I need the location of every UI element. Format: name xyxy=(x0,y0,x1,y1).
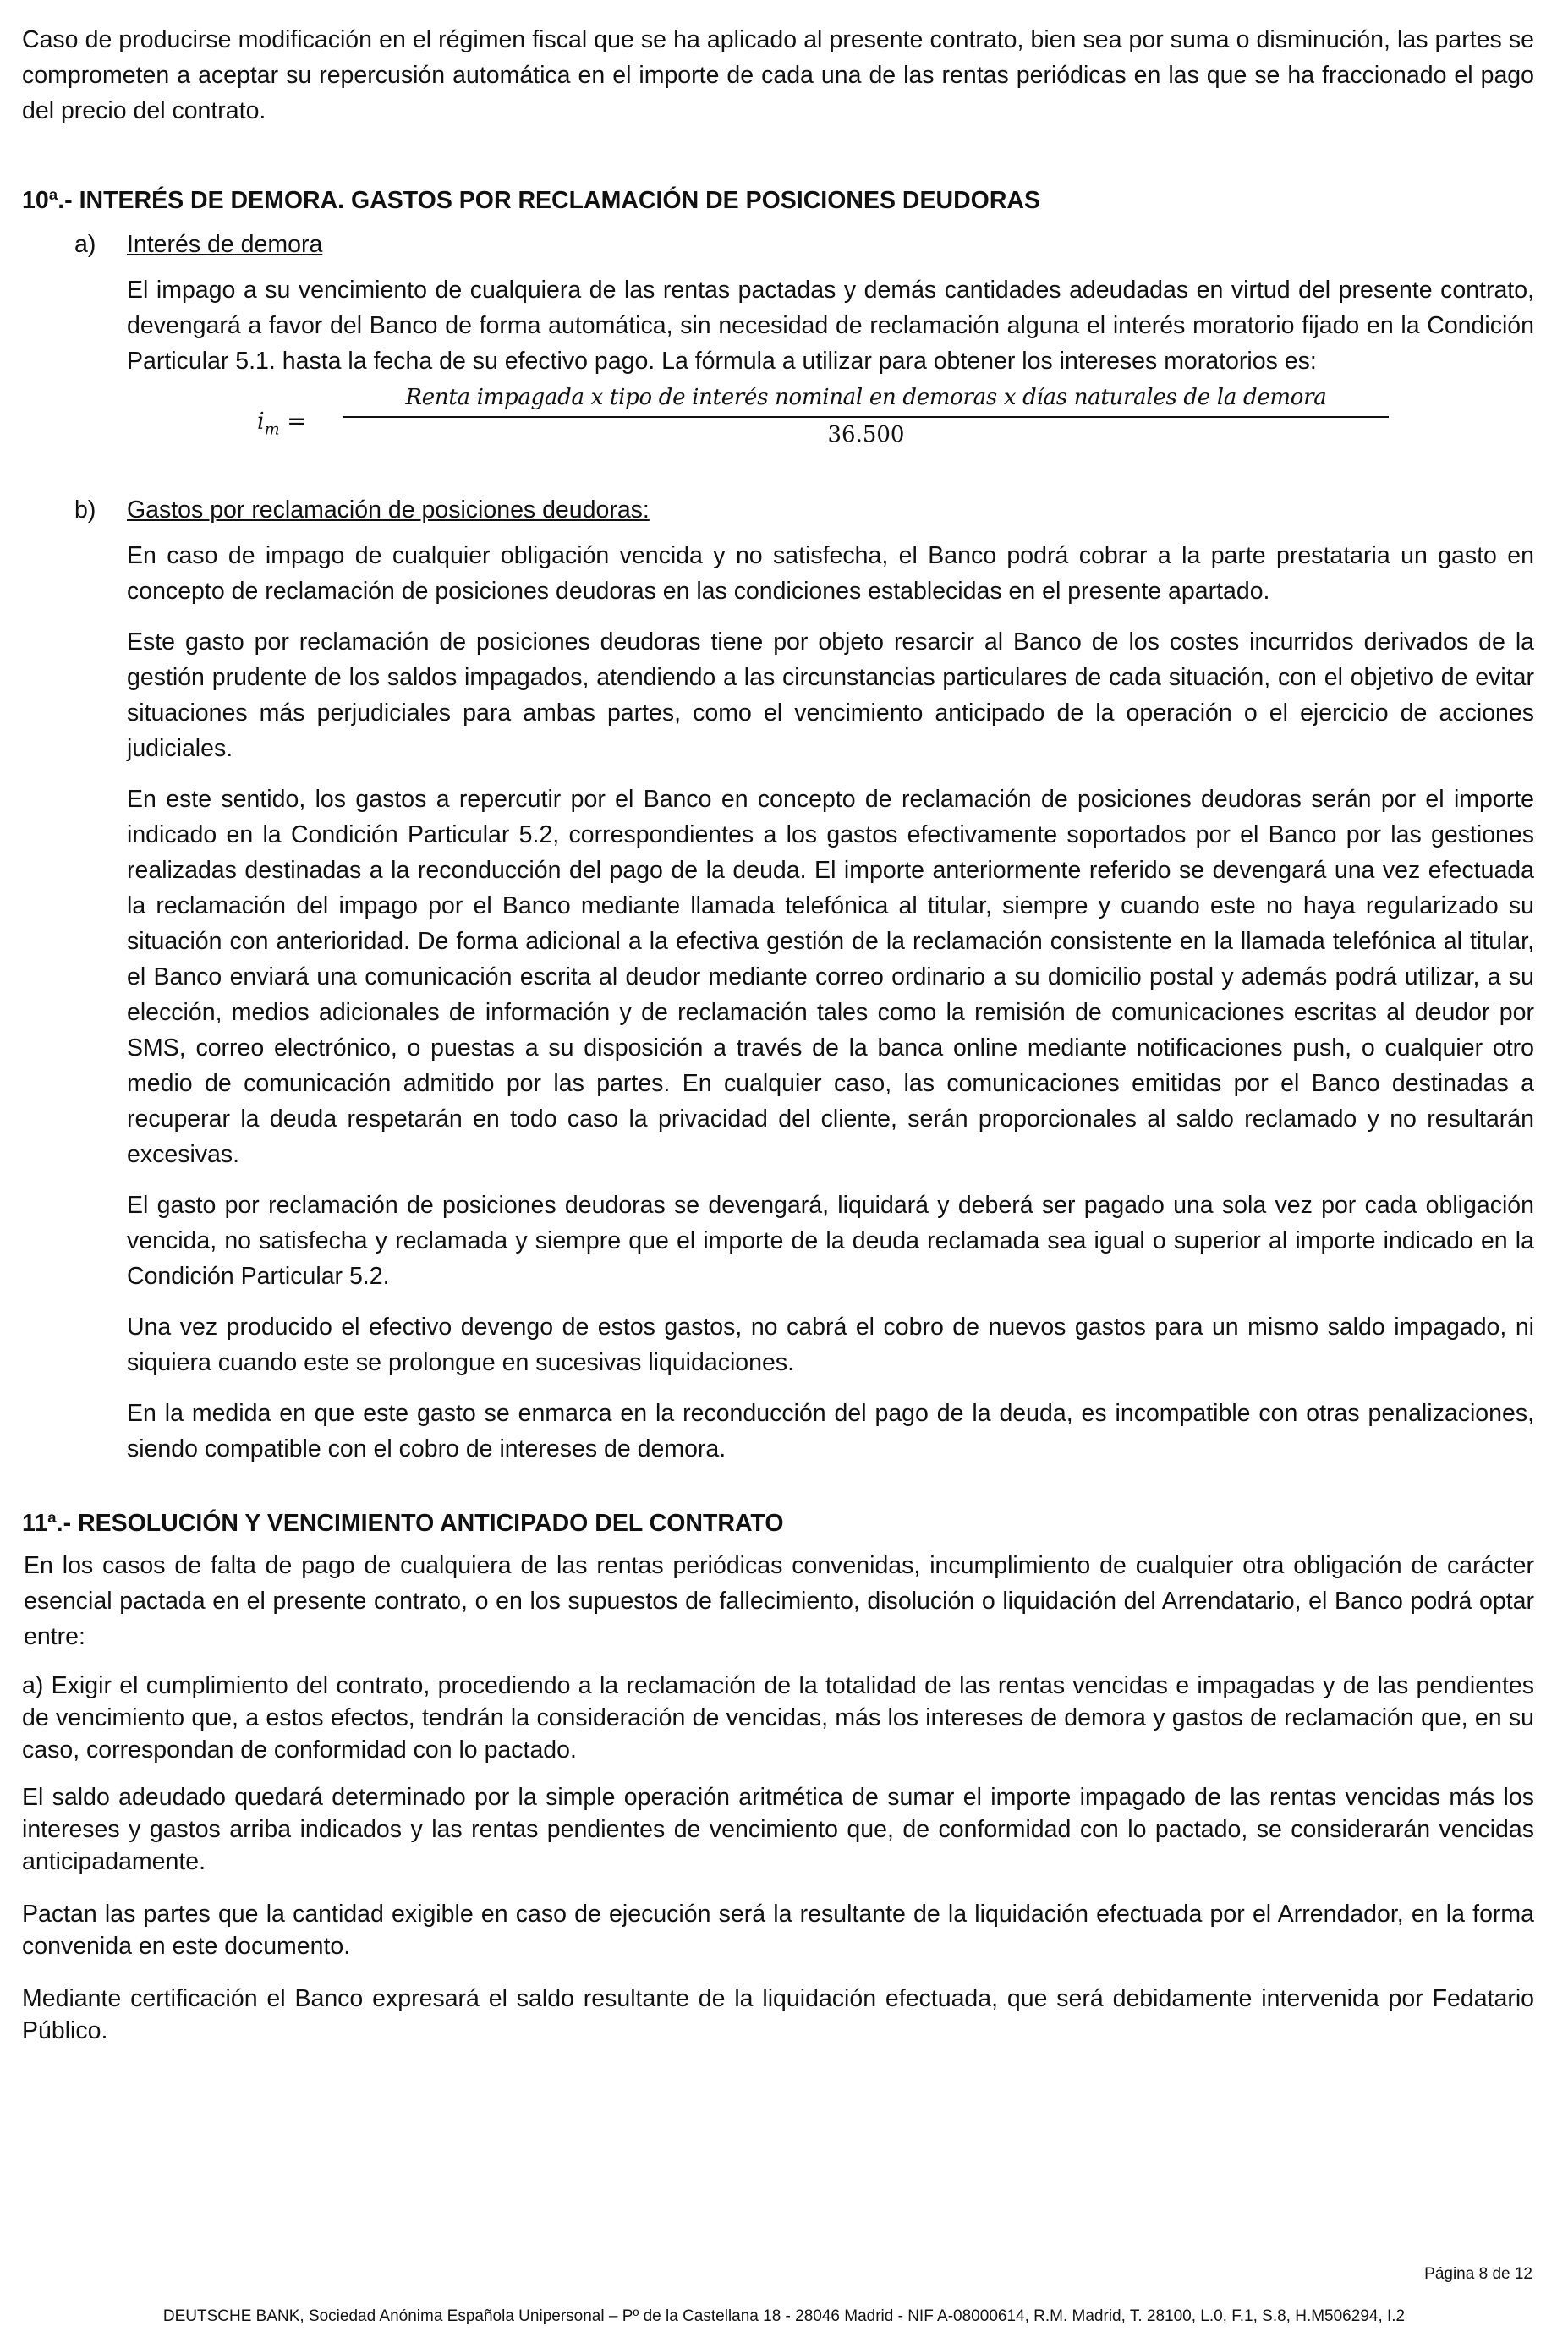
paragraph: Pactan las partes que la cantidad exigible en caso de ejecución será la resultante de la liquidación efectuada por el Arrendador, en la forma convenida en este documento. xyxy=(22,1901,1534,1960)
subsection-b-letter: b) xyxy=(74,496,96,524)
paragraph: En la medida en que este gasto se enmarca en la reconducción del pago de la deuda, es incompatible con otras penalizaciones, siendo compatible con el cobro de intereses de demora. xyxy=(127,1400,1534,1462)
paragraph: a) Exigir el cumplimiento del contrato, procediendo a la reclamación de la totalidad de las rentas vencidas e impagadas y de las pendientes de vencimiento que, a estos efectos, tendrán la consideración de vencidas, más los intereses de demora y gastos de reclamación que, en su caso, correspondan de conformidad con lo pactado. xyxy=(22,1672,1534,1764)
formula-numerator: Renta impagada x tipo de interés nominal en demoras x días naturales de la demora xyxy=(343,382,1389,418)
paragraph: En caso de impago de cualquier obligación vencida y no satisfecha, el Banco podrá cobrar a la parte prestataria un gasto en concepto de reclamación de posiciones deudoras en las condiciones establecidas en el presente apartado. xyxy=(127,542,1534,605)
page-number: Página 8 de 12 xyxy=(1424,2265,1532,2283)
paragraph: Mediante certificación el Banco expresará el saldo resultante de la liquidación efectuada, que será debidamente intervenida por Fedatario Público. xyxy=(22,1985,1534,2044)
formula-lhs: $i_m$ = xyxy=(257,409,306,439)
subsection-b-title: Gastos por reclamación de posiciones deudoras: xyxy=(127,496,650,524)
intro-paragraph: Caso de producirse modificación en el régimen fiscal que se ha aplicado al presente contrato, bien sea por suma o disminución, las partes se comprometen a aceptar su repercusión automática en el importe de cada una de las rentas periódicas en las que se ha fraccionado el pago del precio del contrato. xyxy=(22,26,1534,124)
subsection-a-heading xyxy=(74,227,1534,262)
paragraph: Este gasto por reclamación de posiciones deudoras tiene por objeto resarcir al Banco de los costes incurridos derivados de la gestión prudente de los saldos impagados, atendiendo a las circunstancias particulares de cada situación, con el objetivo de evitar situaciones más perjudiciales para ambas partes, como el vencimiento anticipado de la operación o el ejercicio de acciones judiciales. xyxy=(127,628,1534,762)
paragraph: En este sentido, los gastos a repercutir por el Banco en concepto de reclamación de posiciones deudoras serán por el importe indicado en la Condición Particular 5.2, correspondientes a los gastos efectivamente soportados por el Banco por las gestiones realizadas destinadas a la reconducción del pago de la deuda. El importe anteriormente referido se devengará una vez efectuada la reclamación del impago por el Banco mediante llamada telefónica al titular, siempre y cuando este no haya regularizado su situación con anterioridad. De forma adicional a la efectiva gestión de la reclamación consistente en la llamada telefónica al titular, el Banco enviará una comunicación escrita al deudor mediante correo ordinario a su domicilio postal y además podrá utilizar, a su elección, medios adicionales de información y de reclamación tales como la remisión de comunicaciones escritas al deudor por SMS, correo electrónico, o puestas a su disposición a través de la banca online mediante notificaciones push, o cualquier otro medio de comunicación admitido por las partes. En cualquier caso, las comunicaciones emitidas por el Banco destinadas a recuperar la deuda respetarán en todo caso la privacidad del cliente, serán proporcionales al saldo reclamado y no resultarán excesivas. xyxy=(127,786,1534,1168)
document-page xyxy=(22,22,1534,2062)
subsection-a-title: Interés de demora xyxy=(127,231,323,258)
paragraph: El saldo adeudado quedará determinado por la simple operación aritmética de sumar el importe impagado de las rentas vencidas más los intereses y gastos arriba indicados y las rentas pendientes de vencimiento que, de conformidad con lo pactado, se considerarán vencidas anticipadamente. xyxy=(22,1784,1534,1875)
formula-denominator: 36.500 xyxy=(827,422,905,447)
paragraph: El gasto por reclamación de posiciones deudoras se devengará, liquidará y deberá ser pagado una sola vez por cada obligación vencida, no satisfecha y reclamada y siempre que el importe de la deuda reclamada sea igual o superior al importe indicado en la Condición Particular 5.2. xyxy=(127,1192,1534,1290)
paragraph: En los casos de falta de pago de cualquiera de las rentas periódicas convenidas, incumplimiento de cualquier otra obligación de carácter esencial pactada en el presente contrato, o en los supuestos de fallecimiento, disolución o liquidación del Arrendatario, el Banco podrá optar entre: xyxy=(24,1552,1534,1650)
company-footer: DEUTSCHE BANK, Sociedad Anónima Española Unipersonal – Pº de la Castellana 18 - 28046 Madrid - NIF A-08000614, R.M. Madrid, T. 28100, L.0, F.1, S.8, H.M506294, I.2 xyxy=(162,2307,1406,2325)
subsection-a-text: El impago a su vencimiento de cualquiera de las rentas pactadas y demás cantidades adeudadas en virtud del presente contrato, devengará a favor del Banco de forma automática, sin necesidad de reclamación alguna el interés moratorio fijado en la Condición Particular 5.1. hasta la fecha de su efectivo pago. La fórmula a utilizar para obtener los intereses moratorios es: xyxy=(127,277,1534,375)
interest-formula xyxy=(22,382,1534,458)
section-10-heading: 10ª.- INTERÉS DE DEMORA. GASTOS POR RECLAMACIÓN DE POSICIONES DEUDORAS xyxy=(22,187,1040,214)
subsection-b-heading xyxy=(74,492,1534,528)
paragraph: Una vez producido el efectivo devengo de estos gastos, no cabrá el cobro de nuevos gastos para un mismo saldo impagado, ni siquiera cuando este se prolongue en sucesivas liquidaciones. xyxy=(127,1314,1534,1376)
subsection-a-letter: a) xyxy=(74,231,96,258)
formula-fraction xyxy=(343,382,1389,452)
section-11-heading: 11ª.- RESOLUCIÓN Y VENCIMIENTO ANTICIPADO DEL CONTRATO xyxy=(22,1510,784,1537)
